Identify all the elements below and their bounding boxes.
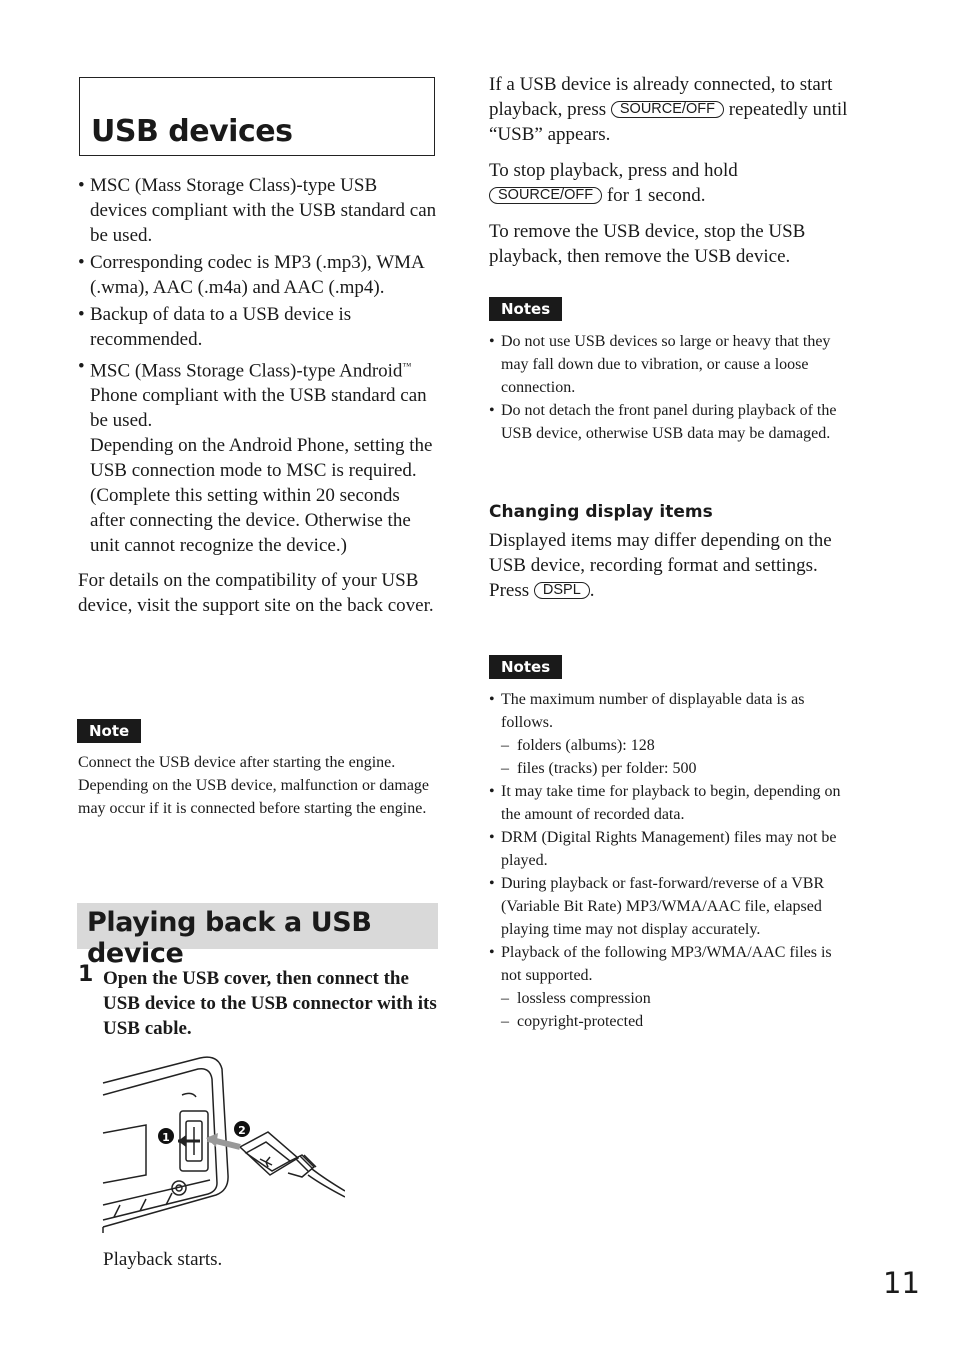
- note-subitem: – lossless compression: [501, 987, 851, 1010]
- callout-1: 1: [162, 1131, 170, 1144]
- note-text: Connect the USB device after starting the engine. Depending on the USB device, malfunction or damage may occur if it is connected before starting the engine.: [78, 754, 430, 817]
- android-bullet-paragraph: Depending on the Android Phone, setting the USB connection mode to MSC is required. (Complete this setting within 20 seconds after connecting the device. Otherwise the unit cannot recognize the device.): [90, 435, 433, 557]
- usb-connection-illustration: [100, 1055, 345, 1233]
- bullet-item: • MSC (Mass Storage Class)-type USB devices compliant with the USB standard can be used.: [78, 173, 438, 248]
- notes1-tag-wrap: [489, 297, 562, 321]
- note-subitem: – folders (albums): 128: [501, 734, 851, 757]
- note-subitem: – files (tracks) per folder: 500: [501, 757, 851, 780]
- press-end: .: [589, 580, 595, 601]
- bullet-item: • Corresponding codec is MP3 (.mp3), WMA (.wma), AAC (.m4a) and AAC (.mp4).: [78, 250, 438, 300]
- note-item-text: • Playback of the following MP3/WMA/AAC files is not supported.: [501, 944, 832, 984]
- note-tag-wrap: [77, 719, 141, 743]
- source-off-button: SOURCE/OFF: [611, 101, 724, 118]
- dspl-button: DSPL: [534, 582, 590, 599]
- note-item: • During playback or fast-forward/reverse of a VBR (Variable Bit Rate) MP3/WMA/AAC file, elapsed playing time may not display accurately.: [489, 872, 851, 941]
- right-column-top: [489, 72, 851, 269]
- para-text: To stop playback, press and hold: [489, 160, 738, 181]
- usb-devices-heading-box: [79, 77, 435, 156]
- press-dspl-line: [489, 578, 851, 603]
- note-item: [489, 941, 851, 1033]
- notes1-list-wrap: [489, 330, 851, 445]
- section-title-playing-back: Playing back a USB device: [87, 907, 372, 969]
- section-title-usb-devices: USB devices: [91, 114, 293, 149]
- notes2-tag-wrap: [489, 655, 562, 679]
- stop-playback-paragraph: [489, 158, 851, 208]
- start-playback-paragraph: [489, 72, 851, 147]
- page-number: 11: [883, 1266, 920, 1300]
- para-text: repeatedly until “USB” appears.: [489, 99, 848, 145]
- notes-tag: Notes: [489, 655, 562, 679]
- note-tag: Note: [77, 719, 141, 743]
- notes-tag: Notes: [489, 297, 562, 321]
- source-off-button: SOURCE/OFF: [489, 187, 602, 204]
- press-label: Press: [489, 580, 534, 601]
- callout-2: 2: [238, 1124, 246, 1137]
- notes2-list-wrap: [489, 688, 851, 1033]
- note-item: [489, 688, 851, 780]
- changing-display-text: Displayed items may differ depending on the USB device, recording format and settings.: [489, 530, 832, 576]
- remove-device-paragraph: To remove the USB device, stop the USB playback, then remove the USB device.: [489, 221, 806, 267]
- note-subitem: – copyright-protected: [501, 1010, 851, 1033]
- playing-back-heading-band: [77, 903, 438, 969]
- step-instruction: Open the USB cover, then connect the USB device to the USB connector with its USB cable.: [103, 968, 437, 1039]
- para-text: for 1 second.: [602, 185, 706, 206]
- android-bullet-part2: Phone compliant with the USB standard can be used.: [90, 385, 427, 432]
- note-item: • It may take time for playback to begin, depending on the amount of recorded data.: [489, 780, 851, 826]
- note-item-text: • The maximum number of displayable data is as follows.: [501, 691, 805, 731]
- usb-devices-bullets: [78, 173, 438, 618]
- changing-display-block: [489, 501, 851, 603]
- step-number: 1: [78, 962, 94, 987]
- android-bullet-part1: MSC (Mass Storage Class)-type Android: [90, 360, 403, 382]
- changing-display-heading: Changing display items: [489, 502, 713, 522]
- bullet-item-android: [78, 354, 438, 558]
- trademark-symbol: ™: [402, 361, 412, 371]
- note-item: • Do not use USB devices so large or heavy that they may fall down due to vibration, or cause a loose connection.: [489, 330, 851, 399]
- note-item: • DRM (Digital Rights Management) files may not be played.: [489, 826, 851, 872]
- compatibility-details: For details on the compatibility of your USB device, visit the support site on the back cover.: [78, 570, 434, 617]
- bullet-item: • Backup of data to a USB device is recommended.: [78, 302, 438, 352]
- para-text: If a USB device is already connected, to start playback, press: [489, 74, 833, 120]
- note-item: • Do not detach the front panel during playback of the USB device, otherwise USB data may be damaged.: [489, 399, 851, 445]
- playback-starts: Playback starts.: [103, 1249, 223, 1270]
